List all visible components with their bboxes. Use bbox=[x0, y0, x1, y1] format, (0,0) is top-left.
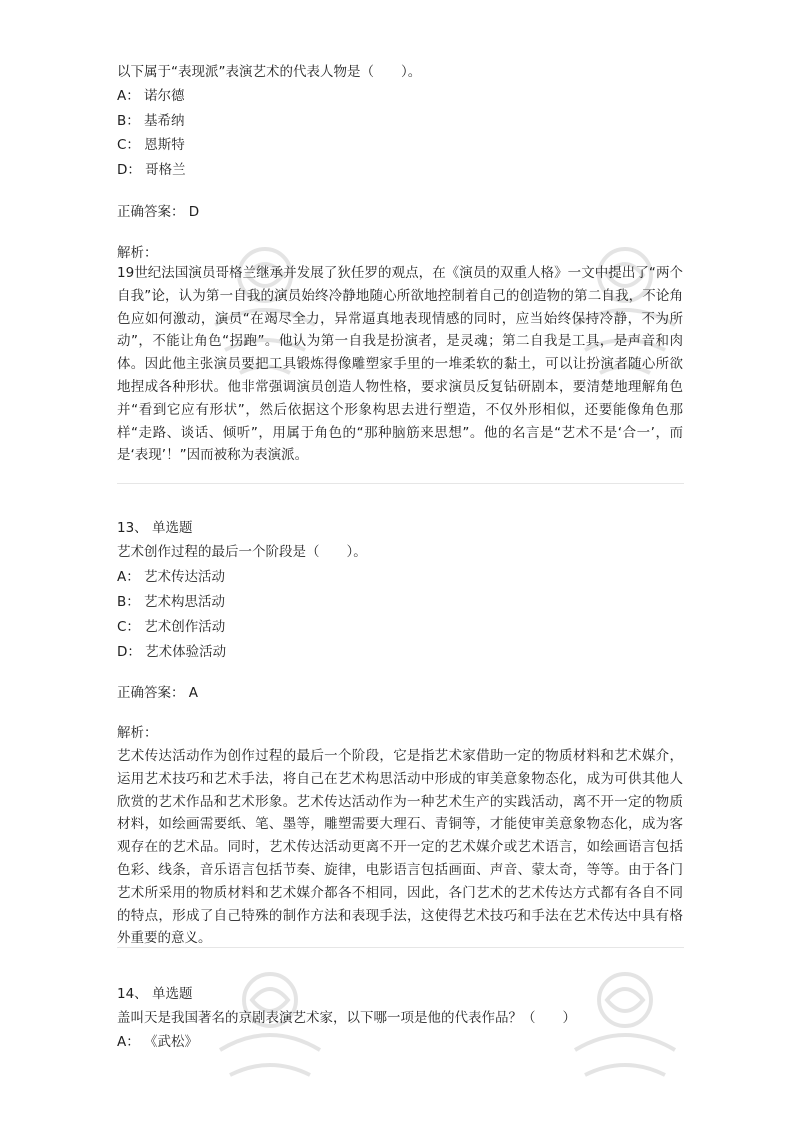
question-header: 13、 单选题 bbox=[117, 520, 193, 536]
option-b: B： 基希纳 bbox=[117, 113, 185, 129]
option-c: C： 恩斯特 bbox=[117, 137, 185, 153]
option-a: A： 艺术传达活动 bbox=[117, 569, 226, 585]
correct-answer: 正确答案： D bbox=[117, 204, 200, 220]
section-divider bbox=[117, 947, 684, 948]
option-d: D： 哥格兰 bbox=[117, 162, 186, 178]
correct-answer: 正确答案： A bbox=[117, 685, 199, 701]
option-a: A： 《武松》 bbox=[117, 1034, 199, 1050]
question-text: 以下属于“表现派”表演艺术的代表人物是（ ）。 bbox=[117, 64, 422, 80]
analysis-label: 解析： bbox=[117, 725, 158, 741]
question-text: 艺术创作过程的最后一个阶段是（ ）。 bbox=[117, 544, 367, 560]
option-c: C： 艺术创作活动 bbox=[117, 619, 226, 635]
question-text: 盖叫天是我国著名的京剧表演艺术家，以下哪一项是他的代表作品？（ ） bbox=[117, 1010, 576, 1026]
analysis-text: 19世纪法国演员哥格兰继承并发展了狄任罗的观点，在《演员的双重人格》一文中提出了“两个自我”论，认为第一自我的演员始终冷静地随心所欲地控制着自己的创造物的第二自我，不论角色应如何激动，演员“在竭尽全力，异常逼真地表现情感的同时，应当始终保持冷静，不为所动”，不能让角色“拐跑”。他认为第一自我是扮演者，是灵魂；第二自我是工具，是声音和肉体。因此他主张演员要把工具锻炼得像雕塑家手里的一堆柔软的黏土，可以让扮演者随心所欲地捏成各种形状。他非常强调演员创造人物性格，要求演员反复钻研剧本，要清楚地理解角色并“看到它应有形状”，然后依据这个形象构思去进行塑造，不仅外形相似，还要能像角色那样“走路、谈话、倾听”，用属于角色的“那种脑筋来思想”。他的名言是“艺术不是‘合一’，而是‘表现’！”因而被称为表演派。 bbox=[117, 265, 683, 464]
option-b: B： 艺术构思活动 bbox=[117, 594, 226, 610]
analysis-text: 艺术传达活动作为创作过程的最后一个阶段，它是指艺术家借助一定的物质材料和艺术媒介，运用艺术技巧和艺术手法，将自己在艺术构思活动中形成的审美意象物态化，成为可供其他人欣赏的艺术作品和艺术形象。艺术传达活动作为一种艺术生产的实践活动，离不开一定的物质材料，如绘画需要纸、笔、墨等，雕塑需要大理石、青铜等，才能使审美意象物态化，成为客观存在的艺术品。同时，艺术传达活动更离不开一定的艺术媒介或艺术语言，如绘画语言包括色彩、线条，音乐语言包括节奏、旋律，电影语言包括画面、声音、蒙太奇，等等。由于各门艺术所采用的物质材料和艺术媒介都各不相同，因此，各门艺术的艺术传达方式都有各自不同的特点，形成了自己特殊的制作方法和表现手法，这使得艺术技巧和手法在艺术传达中具有格外重要的意义。 bbox=[117, 748, 683, 947]
option-d: D： 艺术体验活动 bbox=[117, 644, 227, 660]
question-header: 14、 单选题 bbox=[117, 986, 193, 1002]
analysis-label: 解析： bbox=[117, 245, 158, 261]
watermark-logo-icon bbox=[200, 960, 340, 1110]
watermark-logo-icon bbox=[555, 960, 695, 1110]
section-divider bbox=[117, 483, 684, 484]
option-a: A： 诺尔德 bbox=[117, 88, 185, 104]
